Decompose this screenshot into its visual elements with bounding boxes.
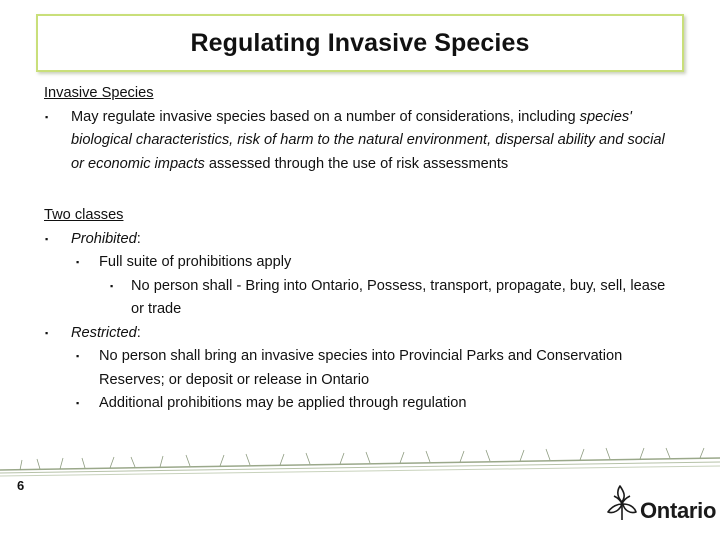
bullet-icon: ▪	[45, 233, 49, 244]
sub-bullet-item	[44, 345, 674, 392]
bullet-item: ▪ Prohibited:	[44, 228, 674, 252]
bullet-item: ▪ Restricted:	[44, 322, 674, 346]
bullet-icon: ▪	[76, 257, 80, 267]
sub-sub-bullet-item	[44, 275, 674, 322]
restricted-sub-text-1: No person shall bring an invasive species into Provincial Parks and Conservation Reserves; or deposit or release in Ontario	[99, 348, 623, 388]
bullet-icon: ▪	[76, 351, 80, 361]
restricted-label: Restricted	[71, 324, 137, 341]
prohibited-detail-text: No person shall - Bring into Ontario, Possess, transport, propagate, buy, sell, lease or trade	[131, 277, 666, 317]
title-box	[36, 14, 684, 72]
section-heading-invasive-species: Invasive Species	[44, 85, 154, 101]
slide-title: Regulating Invasive Species	[190, 28, 530, 57]
bullet-icon: ▪	[45, 327, 49, 338]
sub-bullet-item	[44, 392, 674, 416]
bullet-tail-text: assessed through the use of risk assessments	[208, 155, 509, 172]
section-heading-two-classes: Two classes	[44, 207, 124, 223]
bullet-icon: ▪	[76, 398, 80, 408]
page-number: 6	[17, 478, 25, 493]
prohibited-sub-text: Full suite of prohibitions apply	[99, 254, 292, 270]
grass-decoration	[0, 446, 720, 480]
bullet-italic-text: species' biological characteristics, risk of harm to the natural environment, dispersal ability and social or economic impacts	[71, 108, 665, 172]
bullet-icon: ▪	[110, 280, 114, 291]
ontario-logo-text: Ontario	[640, 498, 717, 523]
bullet-lead-text: May regulate invasive species based on a number of considerations, including	[71, 108, 576, 125]
bullet-icon: ▪	[45, 111, 49, 122]
prohibited-label: Prohibited	[71, 230, 137, 247]
restricted-sub-text-2: Additional prohibitions may be applied through regulation	[99, 395, 467, 411]
sub-bullet-item	[44, 251, 674, 275]
slide-content	[44, 82, 674, 416]
bullet-item	[44, 106, 674, 177]
